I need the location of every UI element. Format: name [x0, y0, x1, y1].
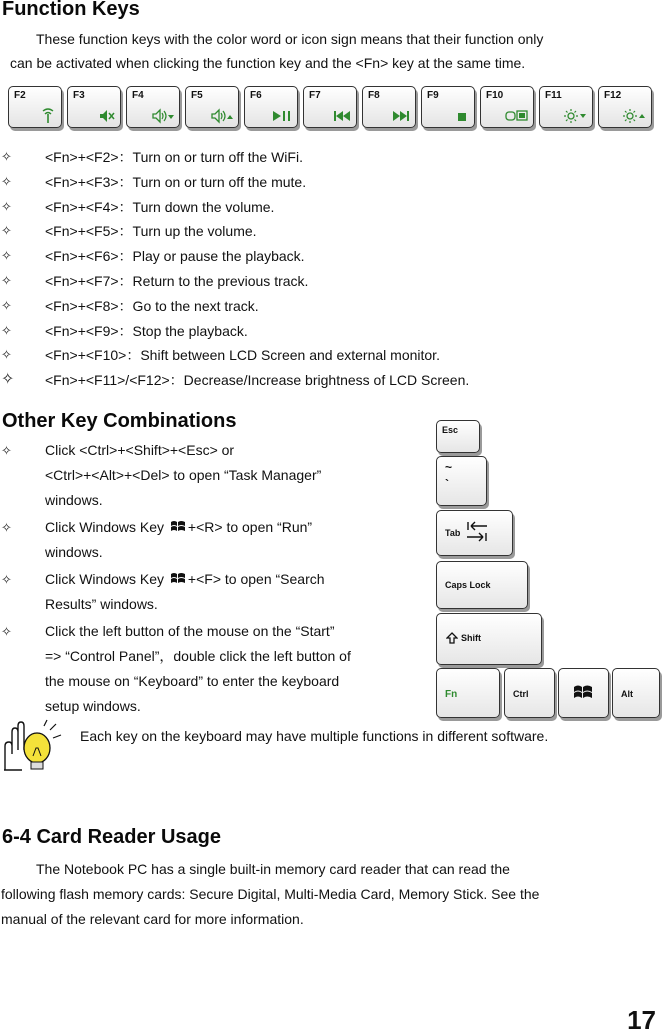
tab-arrows-icon [465, 521, 489, 543]
diamond-bullet-icon: ✧ [1, 149, 12, 164]
intro-line-1: These function keys with the color word or icon sign means that their function only [36, 31, 544, 47]
list-item: ✧ Click <Ctrl>+<Shift>+<Esc> or <Ctrl>+<Alt>+<Del> to open “Task Manager” windows. [1, 438, 411, 513]
page-number: 17 [627, 1005, 656, 1035]
key-ctrl: Ctrl [504, 668, 555, 718]
list-item: ✧ <Fn>+<F11>/<F12>：Decrease/Increase brightness of LCD Screen. [1, 368, 641, 393]
diamond-bullet-icon: ✧ [1, 198, 12, 214]
list-item: ✧ <Fn>+<F9>：Stop the playback. [1, 319, 641, 344]
function-key-row [8, 86, 656, 132]
hand-lightbulb-icon [0, 718, 66, 774]
diamond-bullet-icon: ✧ [1, 371, 15, 389]
list-item: ✧ <Fn>+<F3>：Turn on or turn off the mute. [1, 170, 641, 195]
windows-key-icon [170, 571, 186, 586]
diamond-bullet-icon: ✧ [1, 272, 12, 288]
key-caps-lock: Caps Lock [436, 561, 528, 609]
windows-logo-icon [572, 683, 594, 703]
stop-icon [454, 108, 470, 124]
shift-arrow-icon [446, 632, 458, 644]
diamond-bullet-icon: ✧ [1, 173, 12, 189]
diamond-bullet-icon: ✧ [1, 520, 12, 535]
list-item: ✧ <Fn>+<F7>：Return to the previous track. [1, 269, 641, 294]
list-item: ✧ <Fn>+<F8>：Go to the next track. [1, 294, 641, 319]
volume-up-icon [210, 108, 234, 124]
key-windows [558, 668, 609, 718]
key-f10: F10 [480, 86, 534, 128]
key-alt: Alt [612, 668, 660, 718]
key-shift: Shift [436, 613, 542, 665]
volume-down-icon [151, 108, 175, 124]
key-f5: F5 [185, 86, 239, 128]
key-f7: F7 [303, 86, 357, 128]
list-item: ✧ <Fn>+<F2>：Turn on or turn off the WiFi. [1, 145, 641, 170]
section-title-card-reader: 6-4 Card Reader Usage [2, 826, 221, 848]
brightness-up-icon [621, 108, 647, 124]
diamond-bullet-icon: ✧ [1, 248, 12, 264]
play-pause-icon [271, 108, 293, 124]
windows-key-icon [170, 519, 186, 534]
diamond-bullet-icon: ✧ [1, 347, 12, 363]
list-item: ✧ Click Windows Key +<R> to open “Run” windows. [1, 515, 411, 565]
previous-track-icon [332, 108, 352, 124]
key-f8: F8 [362, 86, 416, 128]
wifi-icon [39, 108, 57, 124]
display-switch-icon [505, 108, 529, 124]
list-item: ✧ Click the left button of the mouse on the “Start” => “Control Panel”，double click the left button of the mouse on “Keyboard” to enter the keyboard setup windows. [1, 619, 411, 719]
key-f12: F12 [598, 86, 652, 128]
key-f11: F11 [539, 86, 593, 128]
key-f9: F9 [421, 86, 475, 128]
function-key-list [1, 145, 641, 393]
diamond-bullet-icon: ✧ [1, 223, 12, 239]
diamond-bullet-icon: ✧ [1, 572, 12, 587]
card-reader-line-2: following flash memory cards: Secure Digital, Multi-Media Card, Memory Stick. See the [1, 886, 540, 902]
list-item: ✧ Click Windows Key +<F> to open “Search Results” windows. [1, 567, 411, 617]
card-reader-line-1: The Notebook PC has a single built-in memory card reader that can read the [36, 861, 510, 877]
diamond-bullet-icon: ✧ [1, 322, 12, 338]
list-item: ✧ <Fn>+<F10>：Shift between LCD Screen and external monitor. [1, 343, 641, 368]
key-f2: F2 [8, 86, 62, 128]
key-tab: Tab [436, 510, 513, 556]
intro-line-2: can be activated when clicking the function key and the <Fn> key at the same time. [10, 55, 526, 71]
key-fn: Fn [436, 668, 500, 718]
list-item: ✧ <Fn>+<F6>：Play or pause the playback. [1, 244, 641, 269]
card-reader-line-3: manual of the relevant card for more information. [1, 911, 304, 927]
section-title-function-keys: Function Keys [2, 0, 140, 20]
next-track-icon [391, 108, 411, 124]
note-text: Each key on the keyboard may have multiple functions in different software. [80, 728, 549, 744]
list-item: ✧ <Fn>+<F4>：Turn down the volume. [1, 195, 641, 220]
section-title-other-keys: Other Key Combinations [2, 410, 237, 432]
key-esc: Esc [436, 420, 480, 453]
list-item: ✧ <Fn>+<F5>：Turn up the volume. [1, 219, 641, 244]
key-combination-list [1, 438, 411, 721]
diamond-bullet-icon: ✧ [1, 297, 12, 313]
diamond-bullet-icon: ✧ [1, 443, 12, 458]
diamond-bullet-icon: ✧ [1, 624, 12, 639]
key-f3: F3 [67, 86, 121, 128]
mute-icon [98, 108, 116, 124]
key-f4: F4 [126, 86, 180, 128]
key-f6: F6 [244, 86, 298, 128]
brightness-down-icon [562, 108, 588, 124]
key-tilde: ~ ` [436, 456, 487, 506]
